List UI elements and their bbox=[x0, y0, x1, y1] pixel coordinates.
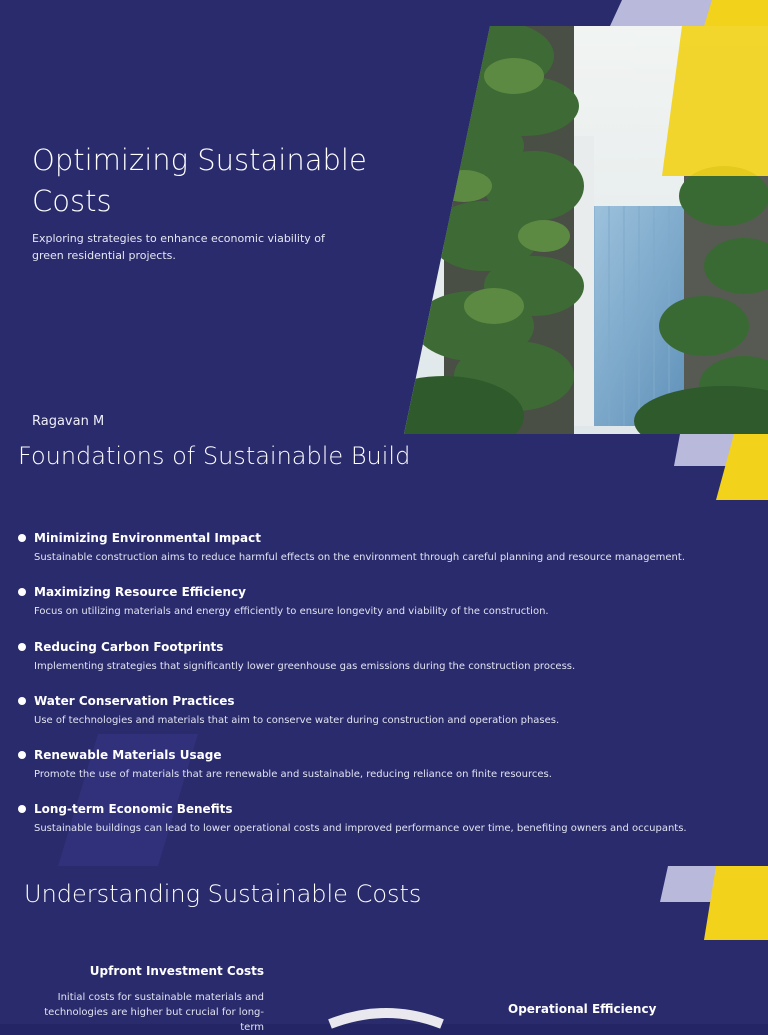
operational-efficiency-heading: Operational Efficiency bbox=[508, 1002, 657, 1016]
list-item bbox=[18, 530, 758, 584]
title-slide bbox=[0, 0, 768, 434]
list-item bbox=[18, 801, 758, 855]
bullet-description: Sustainable construction aims to reduce harmful effects on the environment through careful planning and resource management. bbox=[34, 552, 685, 563]
cycle-diagram-icon bbox=[326, 1010, 446, 1024]
presentation-title: Optimizing Sustainable Costs bbox=[32, 143, 367, 218]
bullet-dot-icon bbox=[18, 643, 26, 651]
bullet-title: Renewable Materials Usage bbox=[34, 748, 222, 763]
list-item bbox=[18, 747, 758, 801]
building-photo bbox=[404, 26, 768, 434]
list-item bbox=[18, 693, 758, 747]
bullet-dot-icon bbox=[18, 751, 26, 759]
list-item bbox=[18, 584, 758, 638]
presentation-subtitle: Exploring strategies to enhance economic viability of green residential projects. bbox=[32, 232, 325, 262]
bullet-title: Maximizing Resource Efficiency bbox=[34, 585, 246, 600]
foundations-slide bbox=[0, 434, 768, 866]
bullet-description: Use of technologies and materials that aim to conserve water during construction and operation phases. bbox=[34, 714, 560, 726]
costs-slide bbox=[0, 866, 768, 1033]
bullet-title: Reducing Carbon Footprints bbox=[34, 639, 224, 654]
bullet-dot-icon bbox=[18, 588, 26, 596]
list-item bbox=[18, 639, 758, 693]
slide-title: Foundations of Sustainable Build bbox=[18, 442, 411, 470]
bullet-dot-icon bbox=[18, 805, 26, 813]
upfront-costs-text: Initial costs for sustainable materials and technologies are higher but crucial for long-term bbox=[44, 992, 264, 1033]
upfront-costs-heading: Upfront Investment Costs bbox=[89, 964, 264, 978]
accent-shapes bbox=[658, 866, 768, 942]
bullet-list bbox=[18, 530, 758, 856]
author-name: Ragavan M bbox=[32, 414, 105, 429]
bullet-description: Focus on utilizing materials and energy efficiently to ensure longevity and viability of the construction. bbox=[34, 606, 549, 618]
slide-title: Understanding Sustainable Costs bbox=[24, 880, 422, 908]
accent-shapes bbox=[660, 434, 768, 504]
bullet-description: Sustainable buildings can lead to lower operational costs and improved performance over time, benefiting owners and occupants. bbox=[34, 823, 687, 835]
bullet-description: Implementing strategies that significantly lower greenhouse gas emissions during the construction process. bbox=[34, 660, 576, 672]
bullet-description: Promote the use of materials that are renewable and sustainable, reducing reliance on finite resources. bbox=[34, 769, 552, 781]
bullet-dot-icon bbox=[18, 534, 26, 542]
bullet-title: Long-term Economic Benefits bbox=[34, 802, 233, 817]
bullet-title: Minimizing Environmental Impact bbox=[34, 531, 261, 545]
bullet-dot-icon bbox=[18, 697, 26, 705]
bullet-title: Water Conservation Practices bbox=[34, 693, 235, 708]
